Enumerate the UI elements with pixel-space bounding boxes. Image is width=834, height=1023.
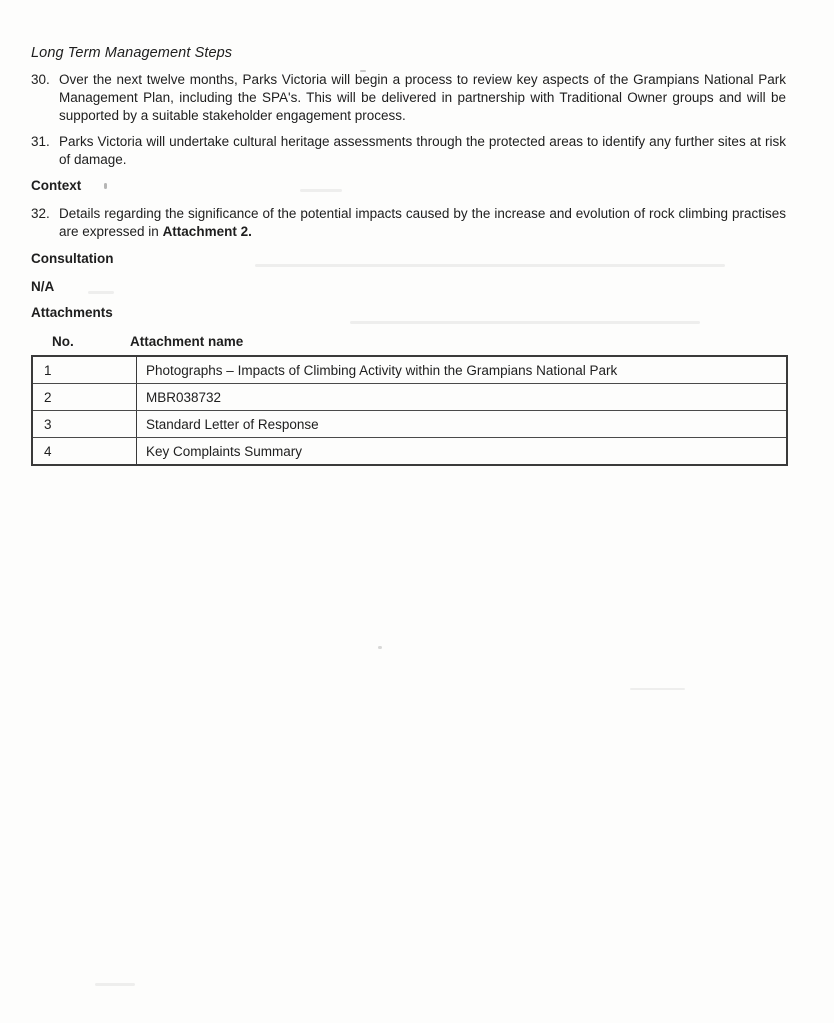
table-row xyxy=(32,411,787,438)
paragraph-31-text: Parks Victoria will undertake cultural heritage assessments through the protected areas to identify any further sites at risk of damage. xyxy=(59,134,786,167)
paragraph-32-text xyxy=(59,205,786,241)
scan-artifact xyxy=(378,646,382,649)
attachment-1-name: Photographs – Impacts of Climbing Activity within the Grampians National Park xyxy=(137,356,788,384)
attachment-2-no: 2 xyxy=(32,384,137,411)
paragraph-32 xyxy=(31,205,786,241)
attachment-2-name: MBR038732 xyxy=(137,384,788,411)
paragraph-32-number: 32. xyxy=(31,206,50,221)
table-row xyxy=(32,356,787,384)
column-header-attachment-name: Attachment name xyxy=(130,334,244,349)
paragraph-30-text: Over the next twelve months, Parks Victoria will begin a process to review key aspects of the Grampians National Park Management Plan, including the SPA's. This will be delivered in partnership with Traditional Owner groups and will be supported by a suitable stakeholder engagement process. xyxy=(59,72,786,123)
consultation-heading: Consultation xyxy=(31,251,114,266)
paragraph-31 xyxy=(31,133,786,169)
attachment-3-name: Standard Letter of Response xyxy=(137,411,788,438)
consultation-value: N/A xyxy=(31,279,55,294)
scan-artifact xyxy=(95,983,135,986)
paragraph-32-text-bold: Attachment 2. xyxy=(162,224,252,239)
context-heading: Context xyxy=(31,178,82,193)
paragraph-31-number: 31. xyxy=(31,134,50,149)
column-header-no: No. xyxy=(52,334,74,349)
table-row xyxy=(32,384,787,411)
attachment-1-no: 1 xyxy=(32,356,137,384)
attachment-3-no: 3 xyxy=(32,411,137,438)
paragraph-32-text-plain: Details regarding the significance of the potential impacts caused by the increase and evolution of rock climbing practises are expressed in xyxy=(59,206,786,239)
table-row xyxy=(32,438,787,466)
paragraph-30 xyxy=(31,71,786,125)
attachments-table-header xyxy=(31,333,786,351)
attachments-table xyxy=(31,355,788,466)
paragraph-30-number: 30. xyxy=(31,72,50,87)
attachment-4-name: Key Complaints Summary xyxy=(146,443,303,459)
attachment-4-no: 4 xyxy=(32,438,137,466)
scan-artifact xyxy=(630,688,685,690)
section-heading-long-term-management-steps: Long Term Management Steps xyxy=(31,45,233,61)
attachments-heading: Attachments xyxy=(31,305,113,320)
